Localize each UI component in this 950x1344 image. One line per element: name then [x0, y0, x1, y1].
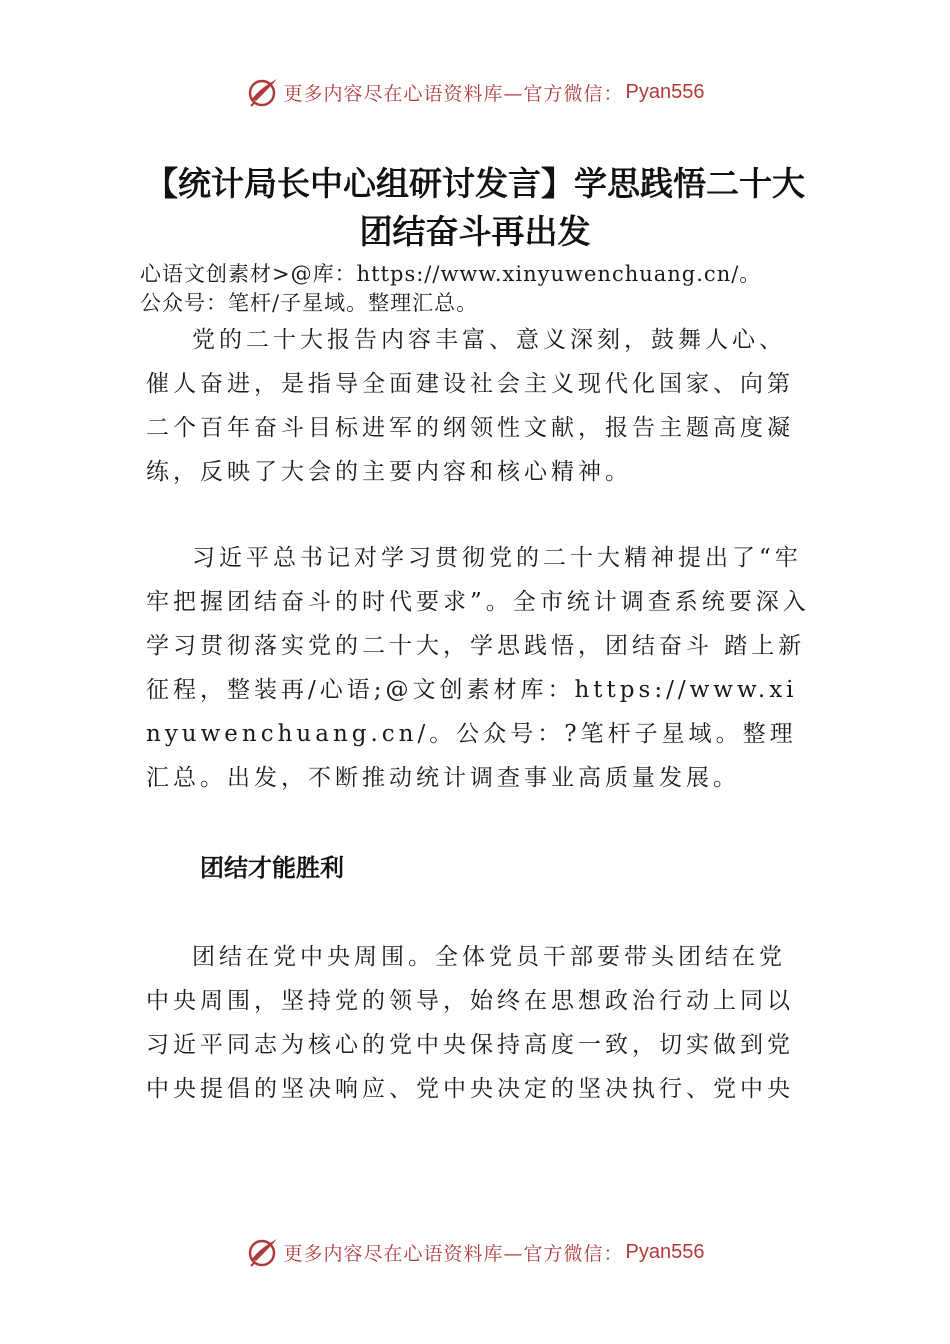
section-heading: 团结才能胜利	[200, 854, 344, 882]
header-banner-wechat-id: Pyan556	[625, 80, 705, 103]
source-note: 心语文创素材>@库：https://www.xinyuwenchuang.cn/。 公众号：笔杆/子星域。整理汇总。	[140, 262, 762, 315]
quill-logo-icon	[246, 1235, 280, 1269]
quill-logo-icon	[246, 75, 280, 109]
paragraph-1: 党的二十大报告内容丰富、意义深刻，鼓舞人心、催人奋进，是指导全面建设社会主义现代化国家、向第二个百年奋斗目标进军的纲领性文献，报告主题高度凝练，反映了大会的主要内容和核心精神。	[146, 327, 794, 485]
footer-banner-wechat-id: Pyan556	[625, 1240, 705, 1263]
footer-banner-text: 更多内容尽在心语资料库—官方微信：	[283, 1242, 624, 1265]
header-banner	[0, 72, 950, 112]
document-title: 【统计局长中心组研讨发言】学思践悟二十大 团结奋斗再出发	[145, 164, 805, 251]
section-paragraph: 团结在党中央周围。全体党员干部要带头团结在党中央周围，坚持党的领导，始终在思想政治行动上同以习近平同志为核心的党中央保持高度一致，切实做到党中央提倡的坚决响应、党中央决定的坚决执行、党中央	[146, 944, 794, 1102]
header-banner-text: 更多内容尽在心语资料库—官方微信：	[283, 82, 624, 105]
footer-banner	[0, 1232, 950, 1272]
paragraph-2: 习近平总书记对学习贯彻党的二十大精神提出了“牢牢把握团结奋斗的时代要求”。全市统计调查系统要深入学习贯彻落实党的二十大，学思践悟，团结奋斗 踏上新征程，整装再/心语;@文创素材库：https://www.xinyuwenchuang.cn/。公众号：?笔杆子星域。整理汇总。出发，不断推动统计调查事业高质量发展。	[146, 545, 810, 791]
